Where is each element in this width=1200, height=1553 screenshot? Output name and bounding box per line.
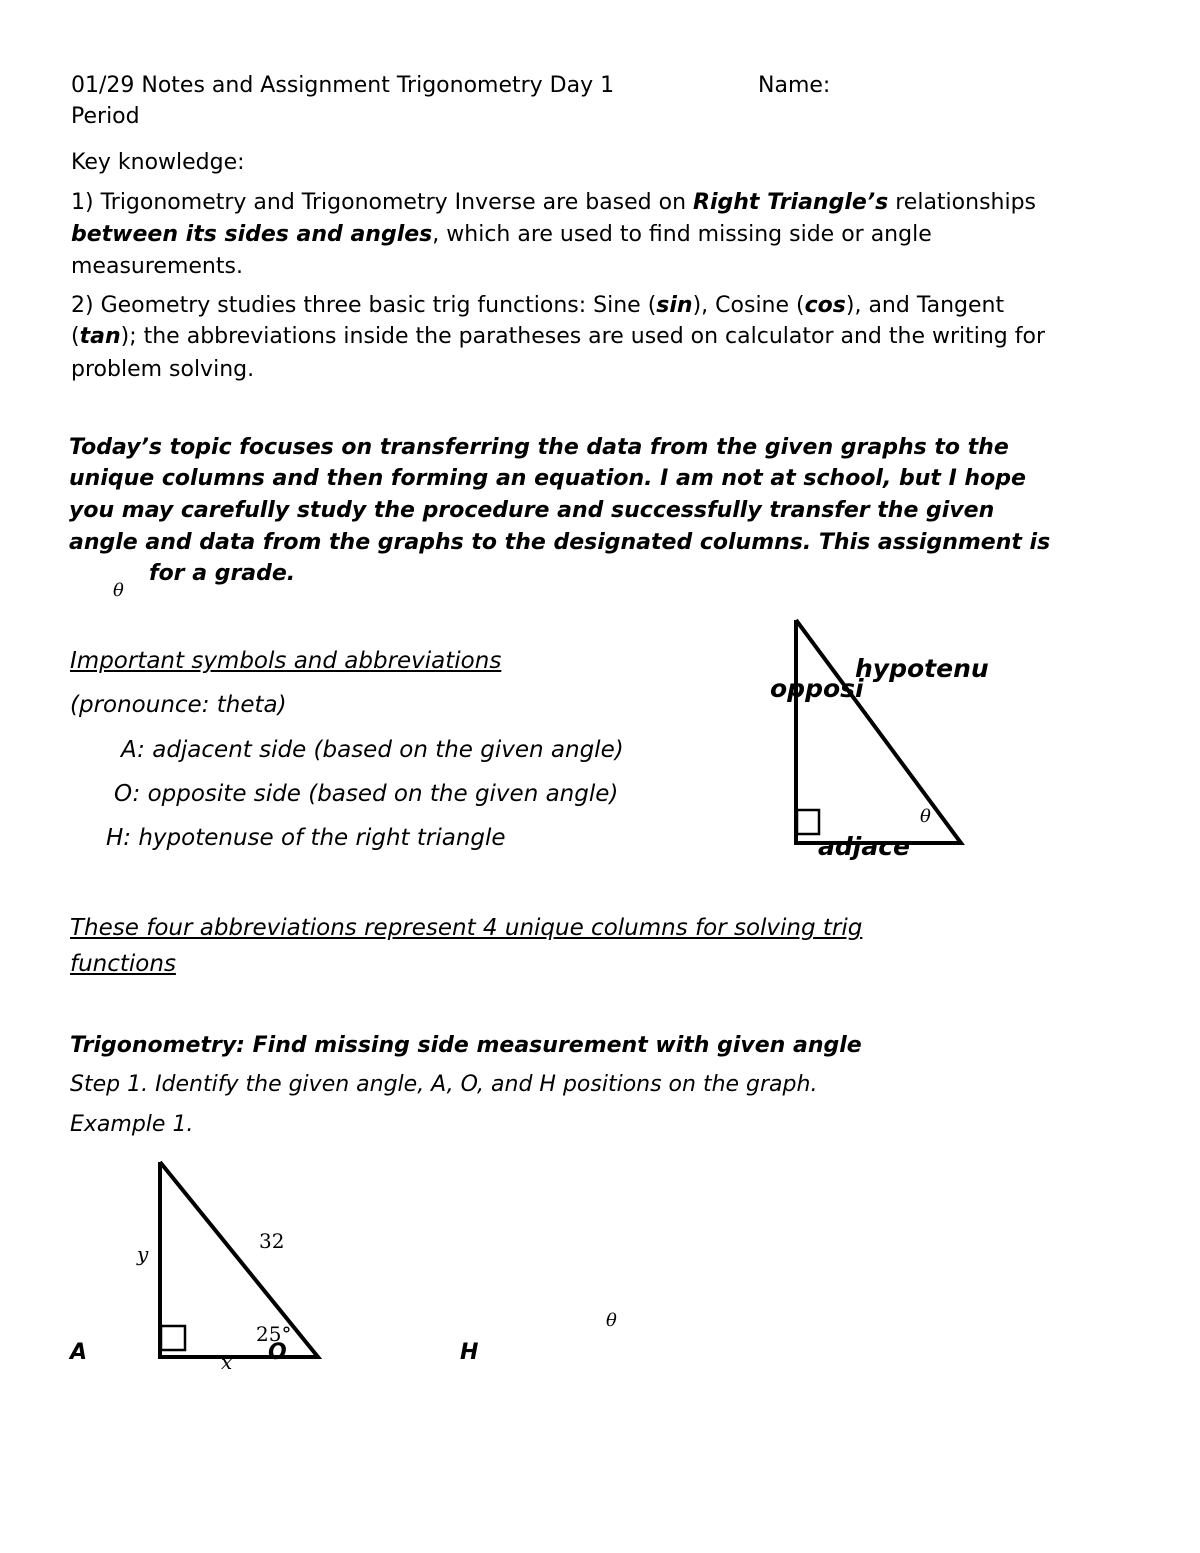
hypotenuse-definition: H: hypotenuse of the right triangle — [106, 825, 506, 851]
cos-abbrev: cos — [804, 293, 846, 318]
adjacent-label: adjace — [818, 832, 910, 861]
example-1-label: Example 1. — [70, 1112, 194, 1137]
today-topic-line-3: you may carefully study the procedure and successfully transfer the given — [69, 498, 995, 523]
tan-abbrev: tan — [79, 324, 121, 349]
key-point-2-text-d: ( — [71, 324, 80, 349]
key-point-1-text-c: relationships — [888, 190, 1037, 215]
column-h-label: H — [460, 1340, 479, 1365]
example-side-y: y — [137, 1242, 149, 1266]
key-point-2-text-b: ), Cosine ( — [692, 293, 805, 318]
pronounce-theta: (pronounce: theta) — [70, 692, 287, 718]
name-label: Name: — [758, 73, 831, 98]
column-a-label: A — [70, 1340, 88, 1365]
hypotenuse-label: hypotenu — [855, 654, 989, 683]
today-topic-line-5: for a grade. — [149, 561, 296, 586]
document-title: 01/29 Notes and Assignment Trigonometry Day 1 — [71, 73, 615, 98]
trig-section-heading: Trigonometry: Find missing side measurement with given angle — [70, 1033, 862, 1058]
column-o-label: O — [268, 1340, 287, 1365]
symbols-heading: Important symbols and abbreviations — [70, 648, 502, 674]
opposite-label: opposi — [770, 674, 864, 703]
today-topic-line-2: unique columns and then forming an equation. I am not at school, but I hope — [69, 466, 1026, 491]
key-point-1-text-e: , which are used to find missing side or angle — [432, 222, 932, 247]
four-abbrev-line-1: These four abbreviations represent 4 unique columns for solving trig — [70, 915, 863, 941]
example-1-right-triangle — [160, 1162, 318, 1357]
key-point-1-emphasis-sides-angles: between its sides and angles — [71, 222, 433, 247]
theta-symbol: θ — [113, 580, 124, 601]
step-1: Step 1. Identify the given angle, A, O, and H positions on the graph. — [70, 1072, 818, 1097]
today-topic-line-1: Today’s topic focuses on transferring the data from the given graphs to the — [69, 435, 1009, 460]
period-label: Period — [71, 104, 140, 129]
key-point-2-text-e: ); the abbreviations inside the paratheses are used on calculator and the writing for — [120, 324, 1046, 349]
key-point-2-text-c: ), and Tangent — [845, 293, 1005, 318]
column-theta-label: θ — [606, 1310, 617, 1331]
opposite-definition: O: opposite side (based on the given angle) — [114, 781, 619, 807]
example-hypotenuse-value: 32 — [259, 1229, 285, 1253]
today-topic-line-4: angle and data from the graphs to the designated columns. This assignment is — [69, 530, 1051, 555]
sin-abbrev: sin — [656, 293, 693, 318]
key-point-1-emphasis-right-triangle: Right Triangle’s — [693, 190, 889, 215]
example-angle-value: 25° — [256, 1322, 292, 1346]
key-point-1-line-3: measurements. — [71, 254, 243, 279]
four-abbrev-line-2: functions — [70, 951, 176, 977]
adjacent-definition: A: adjacent side (based on the given angle) — [121, 737, 624, 763]
key-point-2-text-a: 2) Geometry studies three basic trig functions: Sine ( — [71, 293, 657, 318]
key-knowledge-heading: Key knowledge: — [71, 150, 245, 175]
example-side-x: x — [221, 1350, 233, 1374]
key-point-1-text-a: 1) Trigonometry and Trigonometry Inverse are based on — [71, 190, 694, 215]
reference-angle-theta: θ — [920, 806, 931, 827]
key-point-2-line-3: problem solving. — [71, 357, 255, 382]
